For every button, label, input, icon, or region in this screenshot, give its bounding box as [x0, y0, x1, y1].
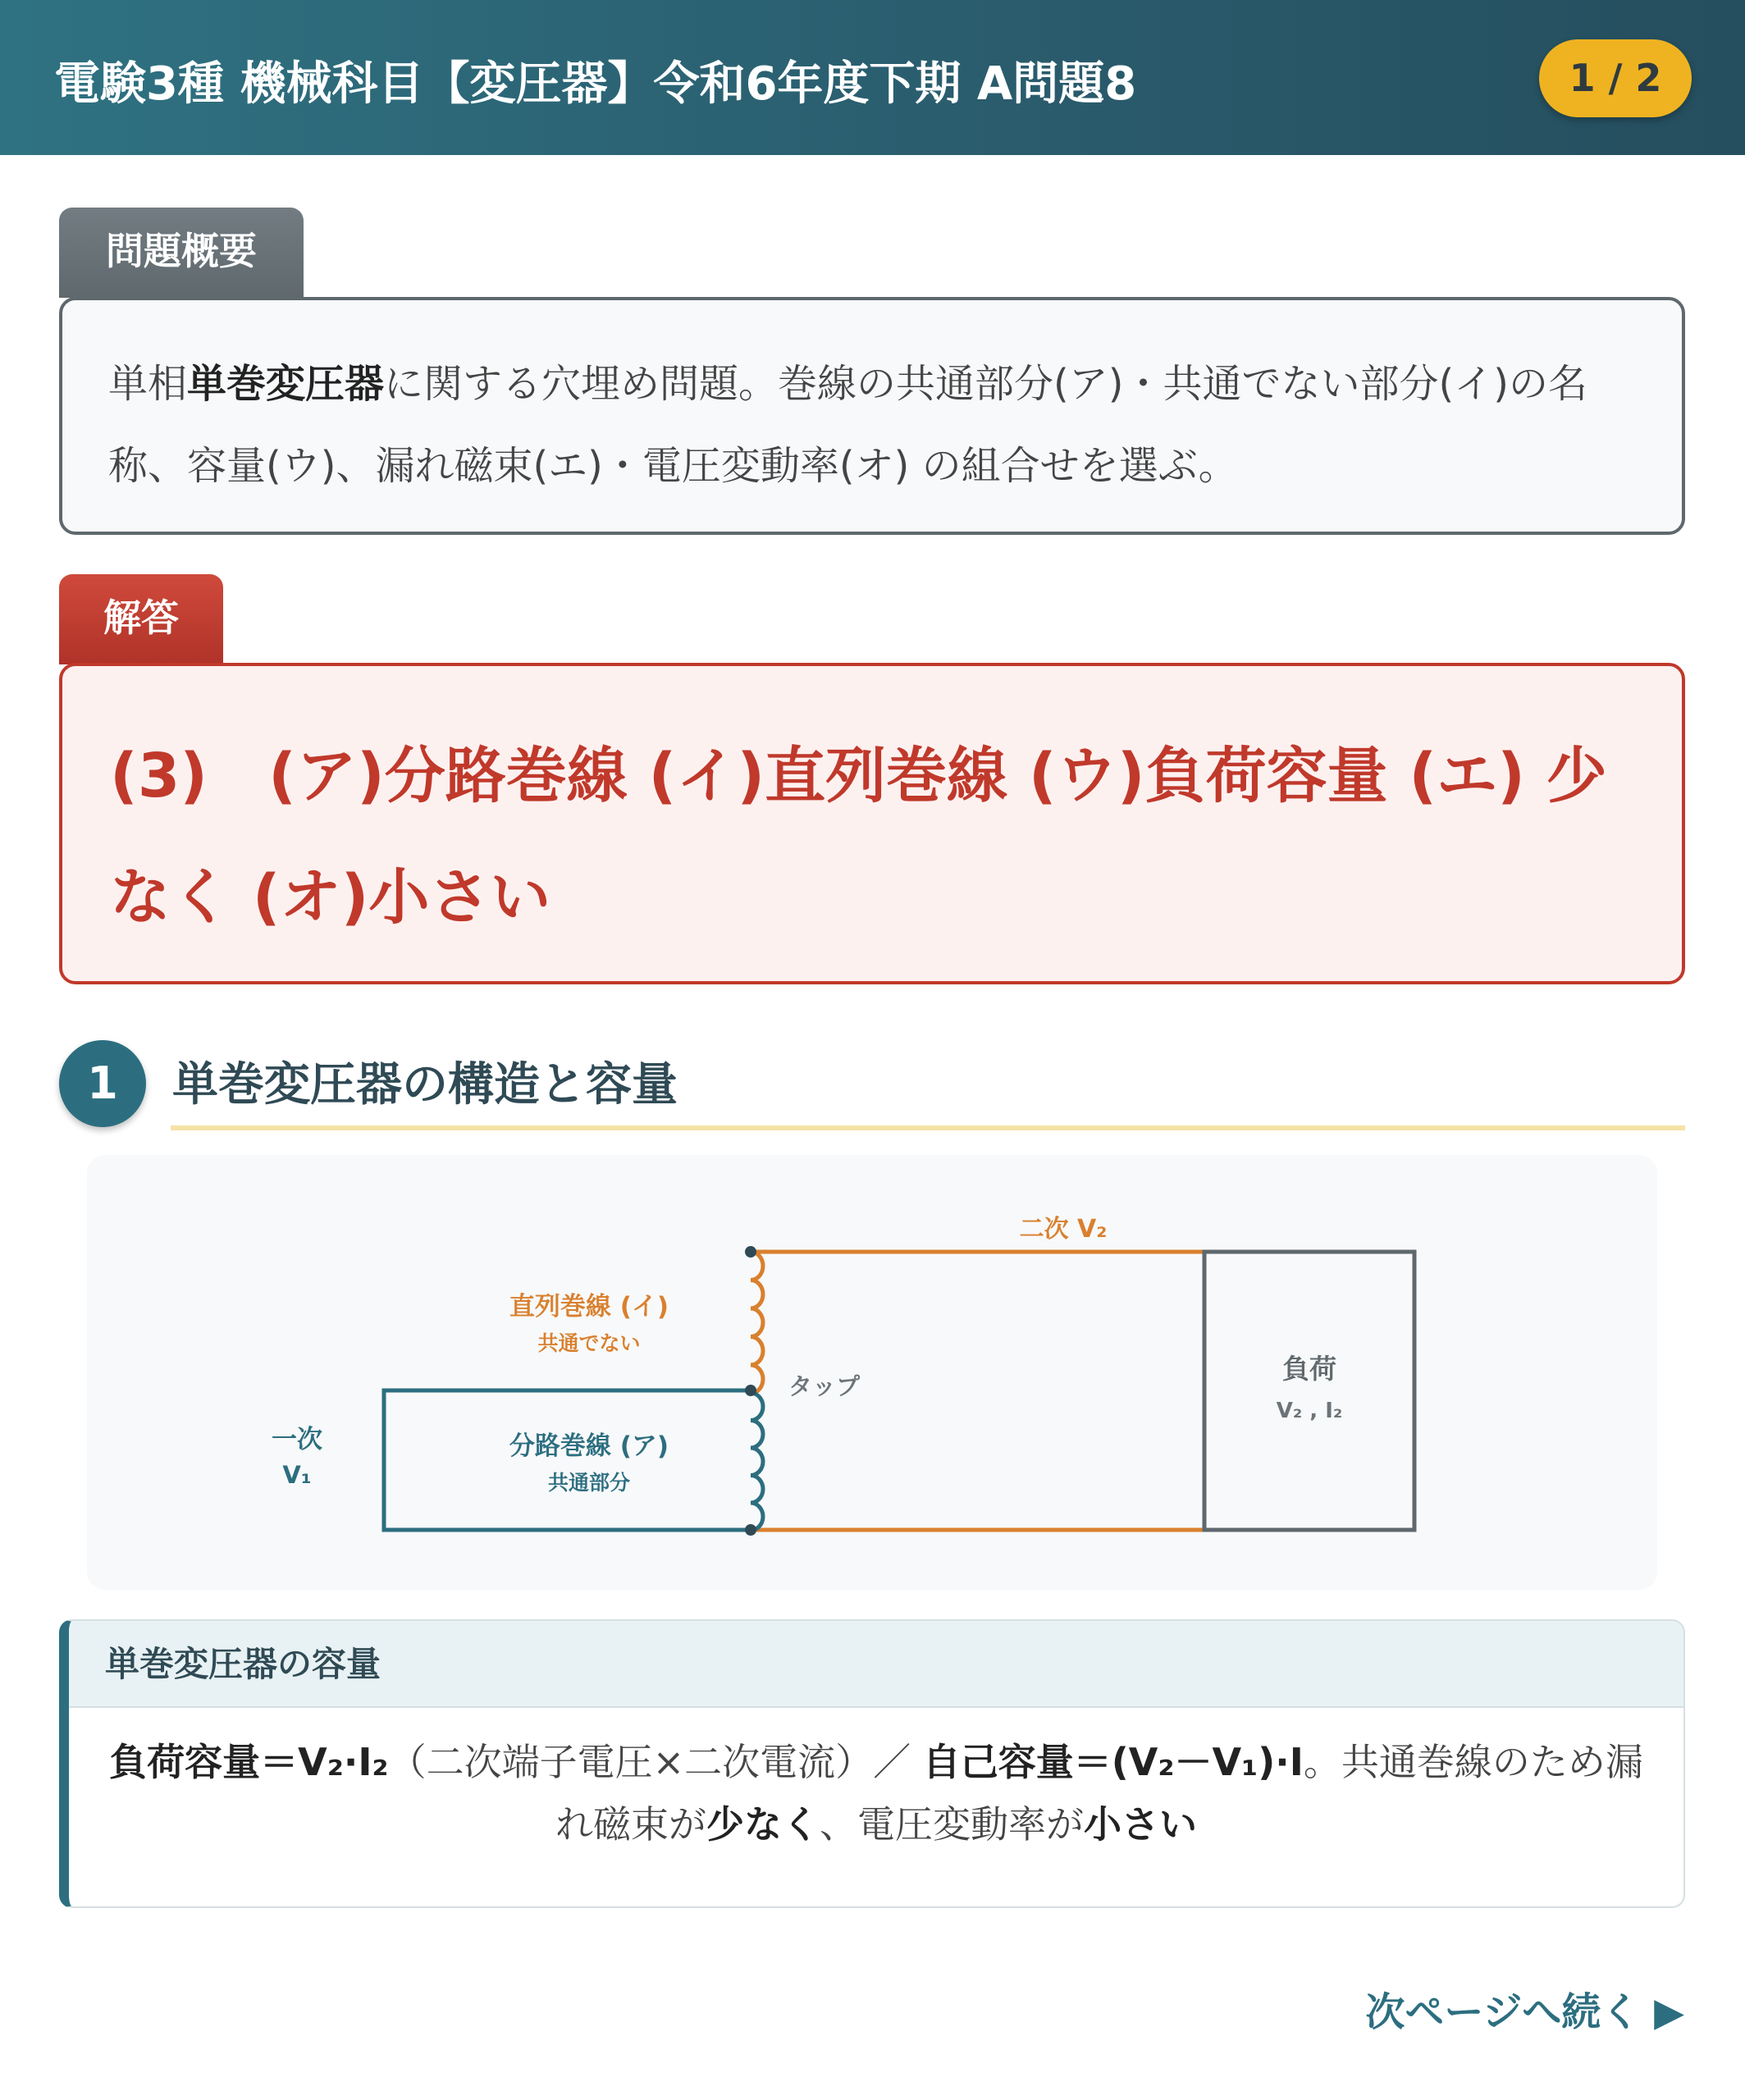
- series-winding-label: 直列巻線 (イ): [509, 1292, 669, 1322]
- secondary-label: 二次 V₂: [1019, 1215, 1108, 1244]
- self-capacity-expr: ＝(V₂－V₁)·I: [1073, 1740, 1304, 1784]
- summary-pre: 単相: [108, 361, 188, 407]
- summary-bold: 単巻変圧器: [187, 361, 385, 407]
- tap-label: タップ: [788, 1372, 861, 1400]
- section-title: 単巻変圧器の構造と容量: [172, 1058, 678, 1112]
- formula-few: 少なく: [706, 1802, 820, 1847]
- top-terminal-dot: [745, 1246, 756, 1258]
- answer-tab: 解答: [59, 574, 223, 664]
- tap-terminal-dot: [745, 1385, 756, 1396]
- load-capacity-note: （二次端子電圧×二次電流）／: [388, 1740, 911, 1784]
- bottom-terminal-dot: [745, 1524, 756, 1536]
- circuit-svg: [87, 1155, 1657, 1590]
- autotransformer-diagram: [87, 1155, 1657, 1590]
- load-capacity-label: 負荷容量: [109, 1740, 261, 1784]
- load-values-label: V₂ , I₂: [1276, 1399, 1343, 1423]
- summary-tab: 問題概要: [59, 208, 304, 298]
- primary-voltage-label: V₁: [282, 1461, 312, 1489]
- formula-mid-text: 。共通巻線のため漏れ磁束が: [555, 1740, 1643, 1847]
- self-capacity-label: 自己容量: [922, 1740, 1074, 1784]
- series-winding-coil: [751, 1252, 763, 1394]
- load-box: [1204, 1252, 1414, 1530]
- load-capacity-expr: ＝V₂·I₂: [260, 1740, 389, 1784]
- page-title: 電験3種 機械科目【変圧器】令和6年度下期 A問題8: [54, 57, 1137, 111]
- primary-label: 一次: [272, 1425, 322, 1454]
- next-page-link[interactable]: 次ページへ続く ▶: [1365, 1989, 1684, 2035]
- formula-small: 小さい: [1084, 1802, 1197, 1847]
- formula-card-title: 単巻変圧器の容量: [69, 1621, 1683, 1708]
- page-indicator-badge: 1 / 2: [1539, 39, 1692, 117]
- answer-box: [59, 663, 1685, 984]
- shunt-winding-sublabel: 共通部分: [547, 1471, 631, 1495]
- shunt-winding-label: 分路巻線 (ア): [509, 1431, 669, 1461]
- formula-mid-text2: 、電圧変動率が: [820, 1802, 1084, 1847]
- formula-card: [59, 1619, 1685, 1908]
- formula-card-body: [69, 1708, 1683, 1856]
- header: [0, 0, 1745, 155]
- load-label: 負荷: [1282, 1353, 1336, 1385]
- section-number-badge: 1: [59, 1040, 146, 1127]
- shunt-winding-coil: [751, 1393, 763, 1531]
- summary-post: に関する穴埋め問題。巻線の共通部分(ア)・共通でない部分(イ)の名称、容量(ウ)、漏れ磁束(エ)・電圧変動率(オ) の組合せを選ぶ。: [108, 361, 1587, 489]
- summary-box: [59, 297, 1685, 535]
- answer-text: (3) (ア)分路巻線 (イ)直列巻線 (ウ)負荷容量 (エ) 少なく (オ)小さい: [110, 741, 1607, 933]
- section-divider: [171, 1125, 1685, 1130]
- series-winding-sublabel: 共通でない: [537, 1331, 641, 1355]
